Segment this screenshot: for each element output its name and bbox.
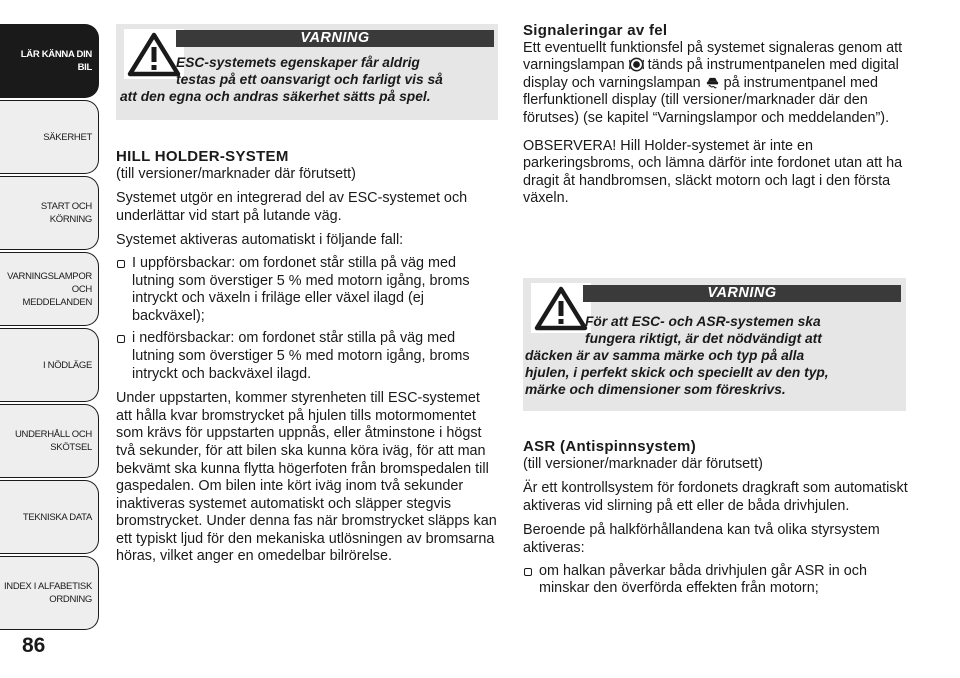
- warning-title: VARNING: [583, 285, 901, 302]
- section-subheading: (till versioner/marknader där förutsett): [116, 165, 356, 182]
- warning-line: märke och dimensioner som föreskrivs.: [525, 382, 786, 397]
- paragraph: Är ett kontrollsystem för fordonets dragkraft som automatiskt aktiveras vid slirning på ett eller de båda drivhjulen.: [523, 480, 908, 514]
- paragraph-text: tänds på instrumentpanelen med digital display och varningslampan: [523, 57, 899, 91]
- warning-line: att den egna och andras säkerhet sätts på spel.: [120, 89, 431, 104]
- paragraph-text: på instrumentpanel med flerfunktionell display (till versioner/marknader där den förutses) (se kapitel “Varningslampor och meddelanden”).: [523, 74, 890, 126]
- section-heading: HILL HOLDER-SYSTEM: [116, 148, 289, 165]
- warning-line: fungera riktigt, är det nödvändigt att: [585, 331, 822, 346]
- paragraph-text: Ett eventuellt funktionsfel på systemet signaleras genom att varningslampan: [523, 39, 903, 74]
- checkbox-bullet-icon: [117, 260, 125, 268]
- warning-triangle-icon: [531, 283, 591, 333]
- tab-label: VARNINGSLAMPOR OCH MEDDELANDEN: [7, 270, 92, 308]
- warning-line: hjulen, i perfekt skick och speciellt av den typ,: [525, 365, 829, 380]
- warning-box-esc: [116, 24, 498, 120]
- warning-line: För att ESC- och ASR-systemen ska: [585, 314, 821, 329]
- tab-label: INDEX I ALFABETISK ORDNING: [3, 581, 92, 605]
- tab-varningslampor[interactable]: [0, 252, 99, 326]
- tab-label: TEKNISKA DATA: [22, 511, 92, 523]
- tab-underhall-och-skotsel[interactable]: [0, 404, 99, 478]
- esc-warning-lamp-icon: [629, 57, 644, 72]
- checkbox-bullet-icon: [117, 335, 125, 343]
- page-number: 86: [22, 634, 46, 657]
- list-item: [523, 563, 913, 598]
- section-heading: Signaleringar av fel: [523, 22, 668, 39]
- list-item-text: om halkan påverkar båda drivhjulen går ASR in och minskar den överförda effekten från motorn;: [539, 562, 867, 597]
- section-heading: ASR (Antispinnsystem): [523, 438, 696, 455]
- warning-line: däcken är av samma märke och typ på alla: [525, 348, 805, 363]
- tab-label: START OCH KÖRNING: [40, 201, 92, 225]
- section-subheading: (till versioner/marknader där förutsett): [523, 455, 763, 472]
- tab-label: I NÖDLÄGE: [42, 359, 92, 371]
- warning-title: VARNING: [176, 30, 494, 47]
- warning-line: testas på ett oansvarigt och farligt vis så: [176, 72, 443, 87]
- checkbox-bullet-icon: [524, 568, 532, 576]
- list-item-text: i nedförsbackar: om fordonet står stilla på väg med lutning som överstiger 5 % med motorn igång, broms intryckt och backväxel ilagd.: [132, 330, 470, 382]
- tab-i-nodlage[interactable]: [0, 328, 99, 402]
- warning-line: ESC-systemets egenskaper får aldrig: [176, 55, 420, 70]
- list-item: [116, 330, 498, 383]
- tab-start-och-korning[interactable]: [0, 176, 99, 250]
- paragraph: Systemet aktiveras automatiskt i följande fall:: [116, 232, 404, 249]
- tab-label: UNDERHÅLL OCH SKÖTSEL: [14, 429, 92, 453]
- tab-sakerhet[interactable]: [0, 100, 99, 174]
- paragraph: OBSERVERA! Hill Holder-systemet är inte en parkeringsbroms, och lämna därför inte fordonet utan att ha dragit åt handbromsen, släckt motorn och lagt i den första växeln.: [523, 137, 903, 207]
- list-item-text: I uppförsbackar: om fordonet står stilla på väg med lutning som överstiger 5 % med motorn igång, broms intryckt och växeln i friläge eller växel ilagd (ej backväxel);: [132, 254, 470, 324]
- warning-box-esc-asr: [523, 278, 906, 411]
- tab-label: SÄKERHET: [43, 131, 92, 143]
- tab-index[interactable]: [0, 556, 99, 630]
- paragraph: Under uppstarten, kommer styrenheten till ESC-systemet att hålla kvar bromstrycket på hjulen tills motormomentet som krävs för uppstarten uppnås, eller åtminstone i högst två sekunder, för att bilen ska kunna köra iväg, för att man bekvämt ska kunna flytta högerfoten från bromspedalen till gaspedalen. Om bilen inte kört iväg inom två sekunder inaktiveras systemet automatiskt och släpper stegvis bromstrycket. Under denna fas när bromstrycket släpps kan ett typiskt ljud för den mekaniska utlösningen av bromsarna höras, vilket anger en omedelbar bilrörelse.: [116, 390, 497, 565]
- tab-label: LÄR KÄNNA DIN BIL: [20, 49, 92, 73]
- list-item: [116, 255, 498, 325]
- skidding-car-icon: [705, 75, 720, 90]
- tab-tekniska-data[interactable]: [0, 480, 99, 554]
- right-column-asr: [523, 438, 913, 598]
- right-column: [523, 22, 913, 208]
- tab-lar-kanna-din-bil[interactable]: [0, 24, 99, 98]
- paragraph: Beroende på halkförhållandena kan två olika styrsystem aktiveras:: [523, 522, 880, 556]
- paragraph: Systemet utgör en integrerad del av ESC-systemet och underlättar vid start på lutande väg.: [116, 190, 468, 224]
- left-column: [116, 148, 498, 566]
- warning-triangle-icon: [124, 29, 184, 79]
